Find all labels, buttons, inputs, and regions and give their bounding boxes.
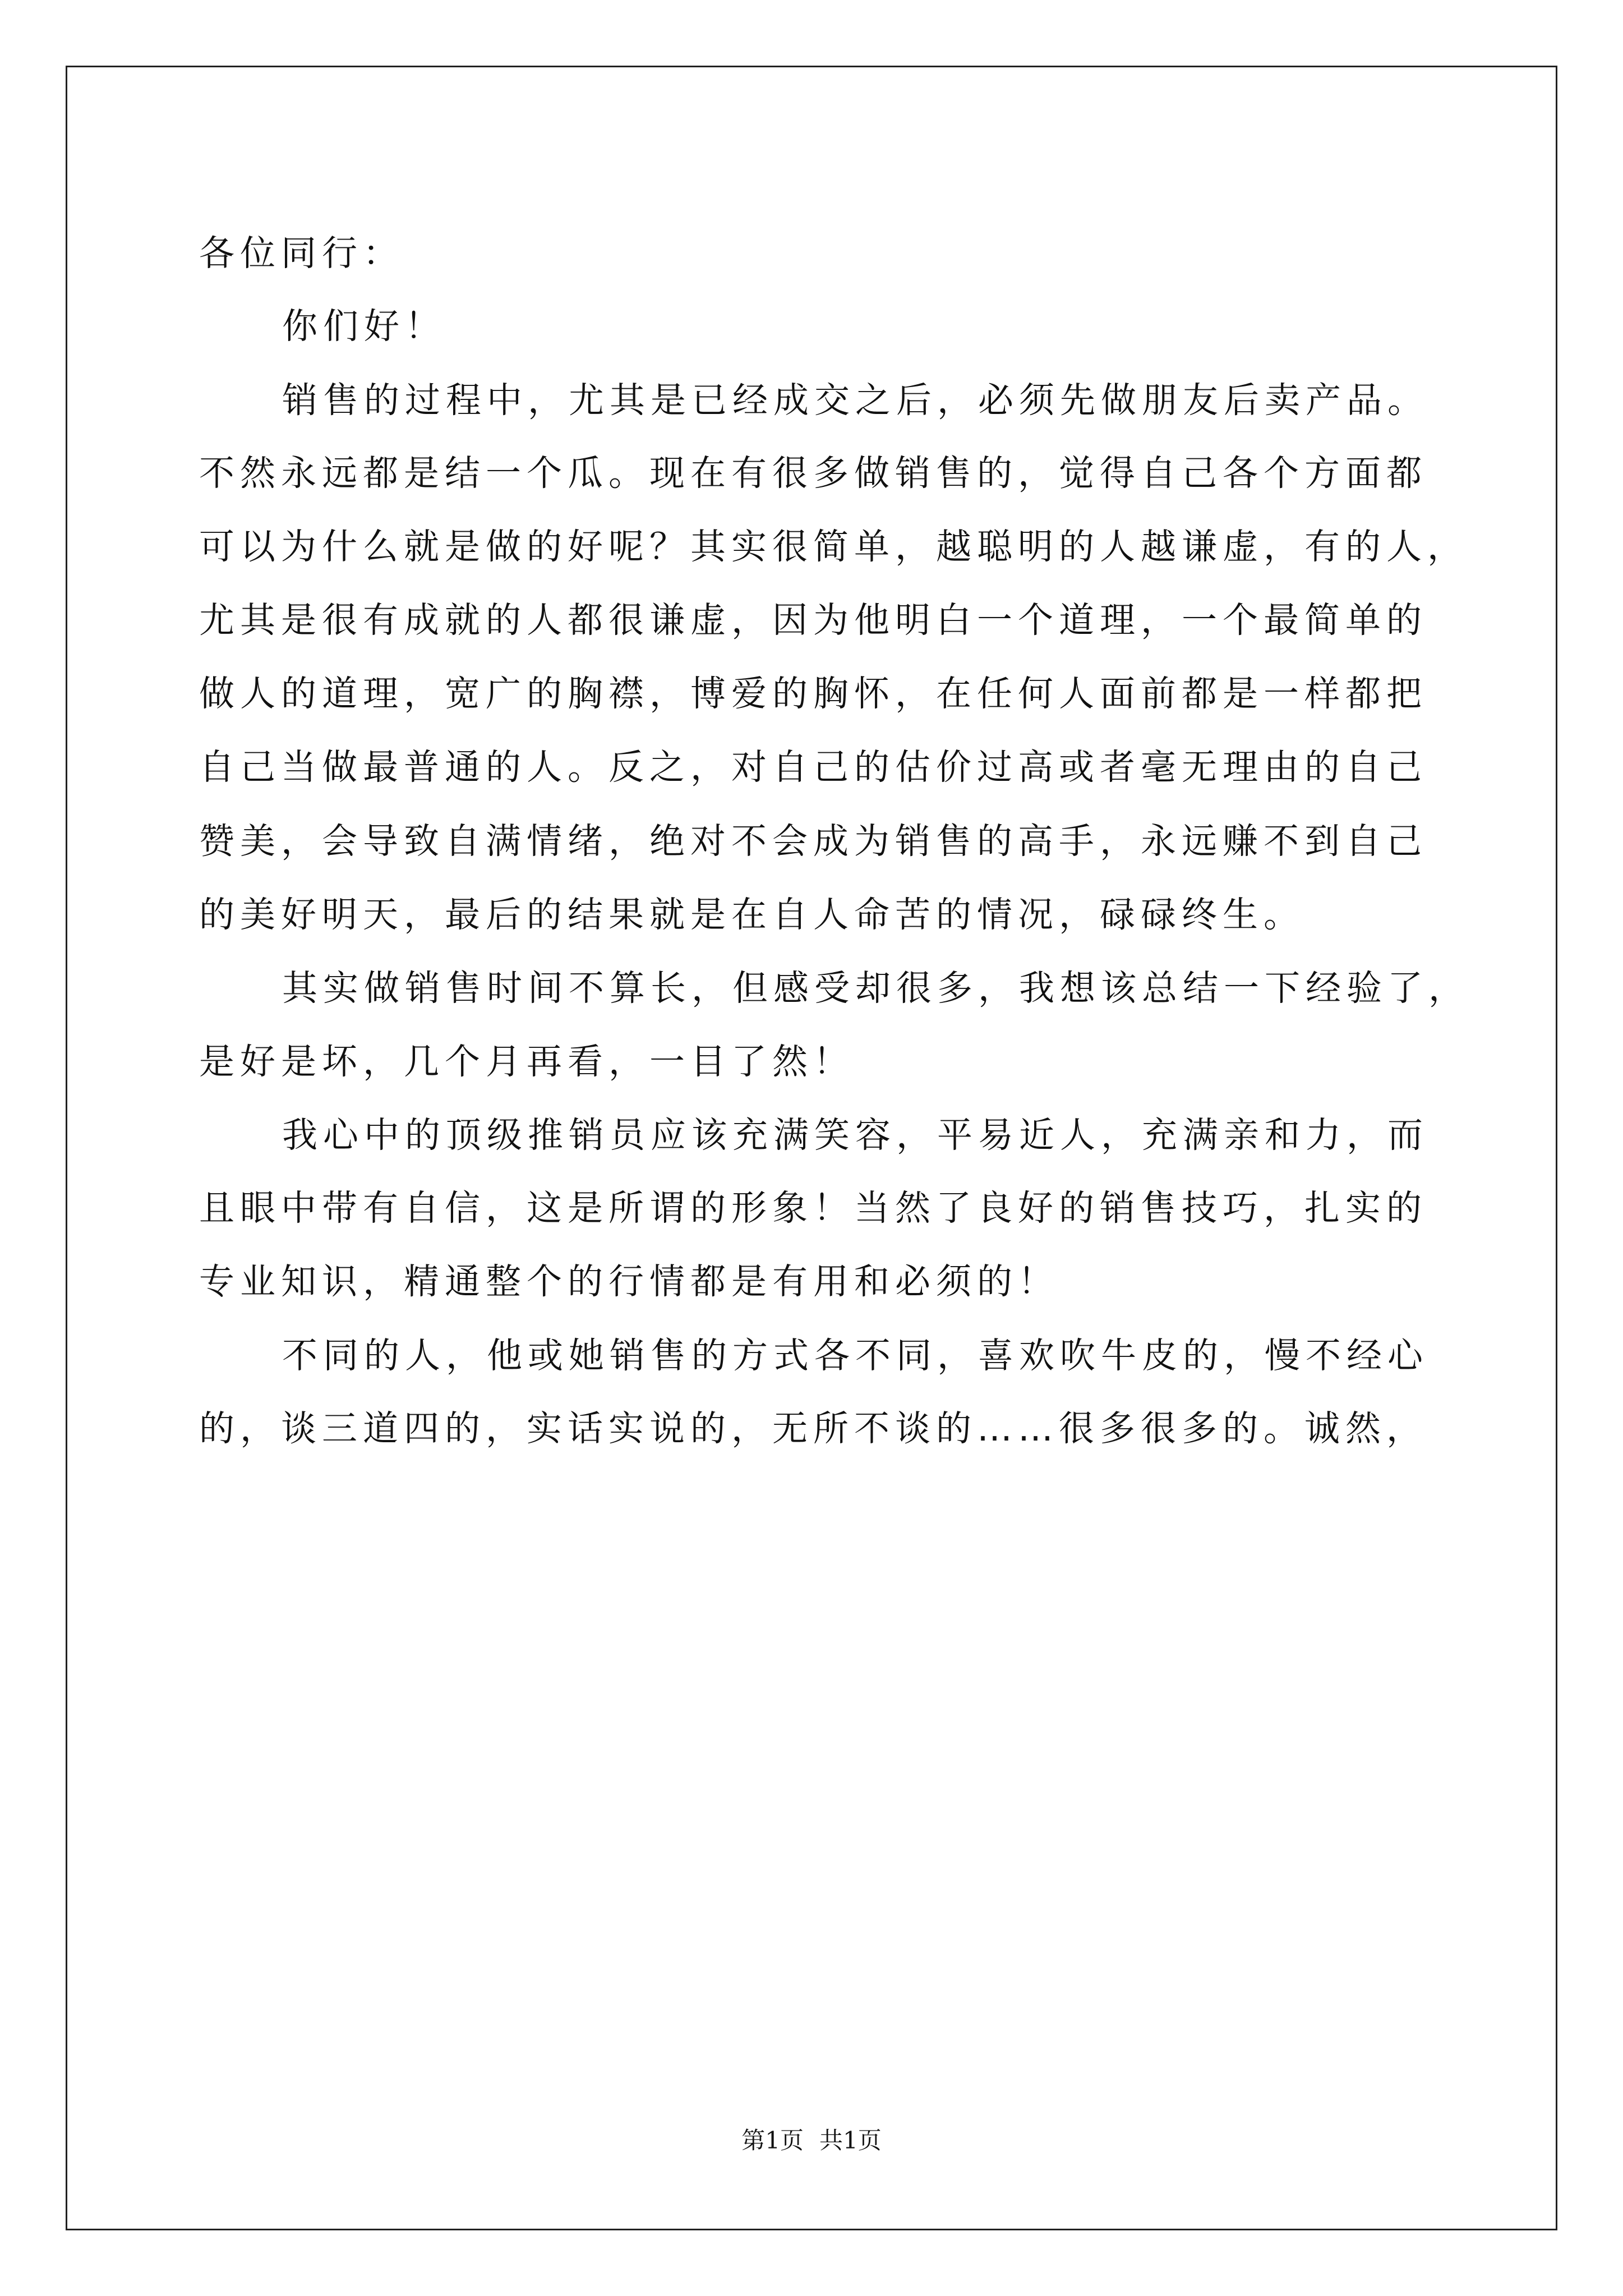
text-line: 自己当做最普通的人。反之，对自己的估价过高或者毫无理由的自己 <box>199 747 1427 788</box>
text-line: 赞美，会导致自满情绪，绝对不会成为销售的高手，永远赚不到自己 <box>199 821 1427 862</box>
greeting: 各位同行： <box>199 233 404 274</box>
text-line: 是好是坏，几个月再看，一目了然！ <box>199 1041 854 1082</box>
text-line: 尤其是很有成就的人都很谦虚，因为他明白一个道理，一个最简单的 <box>199 600 1427 641</box>
page-footer <box>0 2124 1623 2157</box>
text-line: 不然永远都是结一个瓜。现在有很多做销售的，觉得自己各个方面都 <box>199 453 1427 494</box>
text-line: 不同的人，他或她销售的方式各不同，喜欢吹牛皮的，慢不经心 <box>282 1335 1428 1376</box>
text-line: 我心中的顶级推销员应该充满笑容，平易近人，充满亲和力，而 <box>282 1115 1428 1156</box>
text-line: 可以为什么就是做的好呢？其实很简单，越聪明的人越谦虚，有的人， <box>199 526 1468 567</box>
text-line: 专业知识，精通整个的行情都是有用和必须的！ <box>199 1261 1059 1302</box>
text-line: 销售的过程中，尤其是已经成交之后，必须先做朋友后卖产品。 <box>282 380 1428 421</box>
text-line: 其实做销售时间不算长，但感受却很多，我想该总结一下经验了， <box>282 968 1469 1009</box>
page-number-total: 共1页 <box>819 2127 882 2154</box>
text-line: 的，谈三道四的，实话实说的，无所不谈的……很多很多的。诚然， <box>199 1408 1427 1449</box>
text-line: 的美好明天，最后的结果就是在自人命苦的情况，碌碌终生。 <box>199 894 1304 935</box>
page-number-current: 第1页 <box>741 2127 804 2154</box>
text-line: 你们好！ <box>282 306 446 347</box>
text-line: 且眼中带有自信，这是所谓的形象！当然了良好的销售技巧，扎实的 <box>199 1188 1427 1228</box>
text-line: 做人的道理，宽广的胸襟，博爱的胸怀，在任何人面前都是一样都把 <box>199 673 1427 714</box>
